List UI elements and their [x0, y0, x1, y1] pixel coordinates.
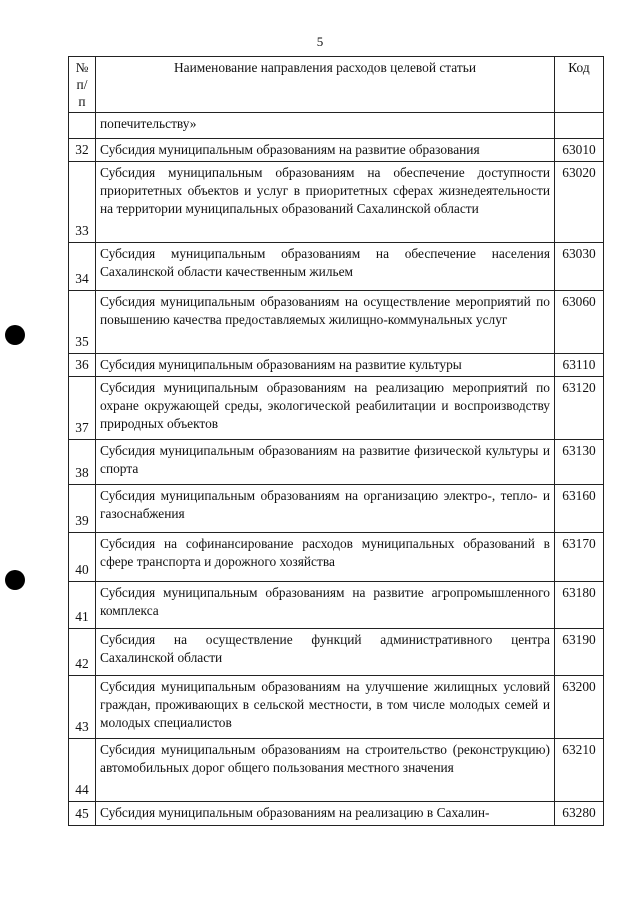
- row-name: Субсидия на софинансирование расходов муниципальных образований в сфере транспорта и дорожного хозяйства: [96, 533, 555, 582]
- table-row: [69, 354, 604, 377]
- row-number: 37: [69, 377, 96, 440]
- row-number: 38: [69, 440, 96, 485]
- row-number: 41: [69, 582, 96, 629]
- row-name: Субсидия муниципальным образованиям на улучшение жилищных условий граждан, проживающих в сельской местности, в том числе молодых семей и молодых специалистов: [96, 676, 555, 739]
- row-number: 36: [69, 354, 96, 377]
- table-row: [69, 113, 604, 139]
- row-name: Субсидия муниципальным образованиям на развитие агропромышленного комплекса: [96, 582, 555, 629]
- table-row: [69, 162, 604, 243]
- row-name: Субсидия муниципальным образованиям на строительство (реконструкцию) автомобильных дорог общего пользования местного значения: [96, 739, 555, 802]
- row-name: Субсидия муниципальным образованиям на реализацию в Сахалин-: [96, 802, 555, 826]
- row-code: 63060: [555, 291, 604, 354]
- row-code: 63210: [555, 739, 604, 802]
- punch-hole: [5, 570, 25, 590]
- row-number: 43: [69, 676, 96, 739]
- row-number: 42: [69, 629, 96, 676]
- table-row: [69, 243, 604, 291]
- table-row: [69, 377, 604, 440]
- row-name: Субсидия на осуществление функций административного центра Сахалинской области: [96, 629, 555, 676]
- row-name: Субсидия муниципальным образованиям на обеспечение доступности приоритетных объектов и услуг в приоритетных сферах жизнедеятельности на территории муниципальных образований Сахалинской области: [96, 162, 555, 243]
- row-number: 34: [69, 243, 96, 291]
- row-name: Субсидия муниципальным образованиям на осуществление мероприятий по повышению качества предоставляемых жилищно-коммунальных услуг: [96, 291, 555, 354]
- table-row: [69, 440, 604, 485]
- table-row: [69, 802, 604, 826]
- row-name: попечительству»: [96, 113, 555, 139]
- row-code: 63110: [555, 354, 604, 377]
- row-name: Субсидия муниципальным образованиям на реализацию мероприятий по охране окружающей среды, экологической реабилитации и воспроизводству природных объектов: [96, 377, 555, 440]
- header-code: Код: [555, 57, 604, 113]
- row-number: 45: [69, 802, 96, 826]
- row-code: 63130: [555, 440, 604, 485]
- page-number: 5: [316, 34, 324, 49]
- row-code: 63160: [555, 485, 604, 533]
- row-number: 39: [69, 485, 96, 533]
- row-name: Субсидия муниципальным образованиям на развитие культуры: [96, 354, 555, 377]
- row-code: 63030: [555, 243, 604, 291]
- row-code: 63020: [555, 162, 604, 243]
- budget-items-table: [68, 56, 604, 826]
- row-number: 35: [69, 291, 96, 354]
- row-code: 63280: [555, 802, 604, 826]
- row-code: 63010: [555, 139, 604, 162]
- row-number: [69, 113, 96, 139]
- table-row: [69, 739, 604, 802]
- table-row: [69, 533, 604, 582]
- table-row: [69, 291, 604, 354]
- row-code: 63200: [555, 676, 604, 739]
- table-row: [69, 139, 604, 162]
- row-code: 63120: [555, 377, 604, 440]
- punch-hole: [5, 325, 25, 345]
- table-row: [69, 629, 604, 676]
- row-code: 63190: [555, 629, 604, 676]
- table-header-row: [69, 57, 604, 113]
- row-name: Субсидия муниципальным образованиям на обеспечение населения Сахалинской области качественным жильем: [96, 243, 555, 291]
- row-number: 44: [69, 739, 96, 802]
- row-number: 33: [69, 162, 96, 243]
- table-body: [69, 113, 604, 826]
- header-number: № п/п: [69, 57, 96, 113]
- row-name: Субсидия муниципальным образованиям на организацию электро-, тепло- и газоснабжения: [96, 485, 555, 533]
- row-name: Субсидия муниципальным образованиям на развитие физической культуры и спорта: [96, 440, 555, 485]
- row-name: Субсидия муниципальным образованиям на развитие образования: [96, 139, 555, 162]
- table-row: [69, 582, 604, 629]
- row-code: 63170: [555, 533, 604, 582]
- row-number: 40: [69, 533, 96, 582]
- table-row: [69, 485, 604, 533]
- row-code: 63180: [555, 582, 604, 629]
- header-name: Наименование направления расходов целевой статьи: [96, 57, 555, 113]
- row-number: 32: [69, 139, 96, 162]
- table-row: [69, 676, 604, 739]
- row-code: [555, 113, 604, 139]
